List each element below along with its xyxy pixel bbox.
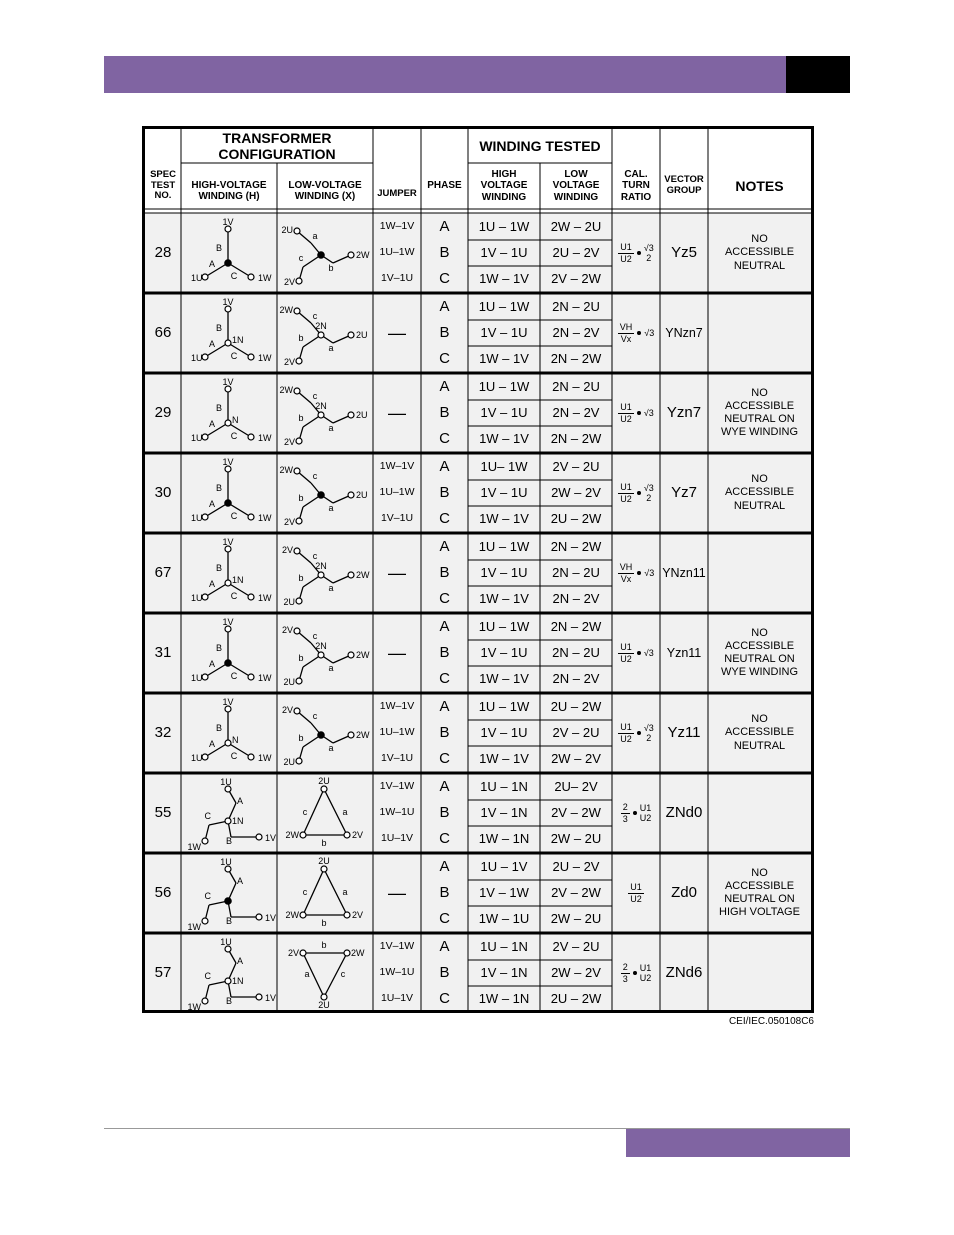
- phase-label: A: [439, 618, 450, 636]
- svg-text:a: a: [342, 887, 348, 897]
- jumper-value: 1W–1V: [379, 459, 415, 472]
- svg-text:2W: 2W: [279, 465, 293, 475]
- hv-winding-tested: 1W – 1N: [478, 830, 530, 846]
- svg-text:A: A: [237, 876, 244, 886]
- svg-text:a: a: [304, 969, 310, 979]
- lv-winding-tested: 2N – 2V: [552, 590, 600, 606]
- jumper-value: 1U–1V: [380, 831, 414, 844]
- svg-text:N: N: [232, 735, 239, 745]
- svg-text:A: A: [208, 739, 216, 749]
- jumper-value: 1V–1W: [379, 939, 415, 952]
- hv-winding-tested: 1W – 1V: [479, 670, 529, 686]
- vector-group: Yz11: [667, 724, 701, 742]
- svg-text:b: b: [298, 653, 304, 663]
- phase-label: C: [439, 590, 450, 608]
- hv-winding-tested: 1V – 1U: [480, 404, 528, 420]
- hv-winding-tested: 1V – 1N: [480, 804, 528, 820]
- svg-text:C: C: [230, 591, 238, 601]
- svg-text:2U: 2U: [356, 410, 368, 420]
- svg-text:2V: 2V: [283, 517, 295, 527]
- svg-text:a: a: [312, 231, 318, 241]
- svg-text:B: B: [215, 483, 223, 493]
- svg-text:c: c: [312, 711, 318, 721]
- vector-group: YNzn7: [665, 325, 703, 340]
- svg-text:2N: 2N: [315, 401, 327, 411]
- svg-text:2W: 2W: [285, 830, 299, 840]
- header-spec-test-no: SPEC TEST NO.: [150, 168, 176, 202]
- header-high-voltage-winding: HIGH VOLTAGE WINDING: [480, 168, 528, 203]
- svg-text:1V: 1V: [265, 913, 277, 923]
- cal-turn-ratio: VH Vx √3: [619, 562, 655, 584]
- svg-text:1W: 1W: [187, 842, 201, 852]
- lv-winding-tested: 2N – 2W: [550, 430, 602, 446]
- svg-text:2V: 2V: [283, 357, 295, 367]
- svg-text:c: c: [312, 631, 318, 641]
- spec-test-no: 29: [154, 404, 172, 422]
- hv-winding-tested: 1U – 1W: [478, 298, 530, 314]
- hv-winding-tested: 1W – 1V: [479, 750, 529, 766]
- hv-winding-tested: 1W – 1V: [479, 590, 529, 606]
- svg-text:1V: 1V: [222, 617, 234, 627]
- svg-text:a: a: [328, 503, 334, 513]
- svg-text:1U: 1U: [220, 937, 232, 947]
- header-vector-group: VECTOR GROUP: [664, 174, 704, 196]
- svg-text:A: A: [208, 579, 216, 589]
- svg-text:c: c: [302, 807, 308, 817]
- vector-group: Yzn11: [666, 645, 702, 660]
- header-cal-turn-ratio: CAL. TURN RATIO: [620, 168, 652, 203]
- svg-text:2U: 2U: [356, 490, 368, 500]
- svg-text:2U: 2U: [281, 225, 293, 235]
- svg-text:2U: 2U: [283, 677, 295, 687]
- svg-text:C: C: [204, 811, 211, 821]
- transformer-vector-table: [142, 126, 814, 1013]
- phase-label: A: [439, 538, 450, 556]
- svg-text:C: C: [230, 271, 238, 281]
- svg-text:c: c: [312, 471, 318, 481]
- hv-winding-tested: 1V – 1U: [480, 724, 528, 740]
- lv-winding-tested: 2N – 2V: [552, 404, 600, 420]
- notes: [708, 293, 811, 373]
- lv-winding-tested: 2U – 2V: [552, 858, 600, 874]
- svg-text:2W: 2W: [356, 570, 370, 580]
- jumper-value: 1U–1W: [379, 245, 415, 258]
- svg-text:b: b: [321, 918, 327, 928]
- phase-label: C: [439, 430, 450, 448]
- hv-winding-tested: 1V – 1W: [479, 884, 529, 900]
- svg-text:1N: 1N: [232, 976, 244, 986]
- header-winding-tested: WINDING TESTED: [479, 137, 601, 154]
- svg-text:2V: 2V: [352, 830, 364, 840]
- vector-group: Zd0: [671, 884, 697, 902]
- svg-text:1W: 1W: [258, 353, 272, 363]
- svg-text:b: b: [298, 733, 304, 743]
- hv-winding-tested: 1W – 1V: [479, 430, 529, 446]
- svg-text:2N: 2N: [315, 561, 327, 571]
- notes: [708, 533, 811, 613]
- svg-text:C: C: [230, 351, 238, 361]
- phase-label: C: [439, 750, 450, 768]
- lv-winding-tested: 2U– 2V: [554, 778, 598, 794]
- svg-text:2W: 2W: [279, 385, 293, 395]
- jumper-value: —: [388, 642, 406, 663]
- jumper-value: 1W–1V: [379, 219, 415, 232]
- phase-label: C: [439, 910, 450, 928]
- hv-winding-tested: 1V – 1U: [480, 244, 528, 260]
- lv-winding-tested: 2W – 2U: [550, 218, 602, 234]
- svg-text:1U: 1U: [191, 753, 203, 763]
- svg-text:b: b: [298, 333, 304, 343]
- svg-text:2W: 2W: [356, 250, 370, 260]
- svg-text:A: A: [208, 259, 216, 269]
- vector-group: YNzn11: [662, 565, 706, 580]
- svg-text:2V: 2V: [281, 625, 293, 635]
- svg-text:b: b: [328, 263, 334, 273]
- phase-label: B: [439, 804, 450, 822]
- svg-text:B: B: [215, 323, 223, 333]
- svg-text:1V: 1V: [222, 457, 234, 467]
- cal-turn-ratio: VH Vx √3: [619, 322, 655, 344]
- svg-text:1W: 1W: [258, 433, 272, 443]
- notes: NO ACCESSIBLE NEUTRAL ON WYE WINDING: [721, 626, 798, 679]
- svg-text:1W: 1W: [258, 513, 272, 523]
- svg-text:1N: 1N: [232, 816, 244, 826]
- svg-text:c: c: [312, 391, 318, 401]
- svg-text:1U: 1U: [191, 273, 203, 283]
- lv-winding-tested: 2V – 2W: [551, 884, 601, 900]
- hv-winding-tested: 1W – 1U: [478, 910, 530, 926]
- svg-text:B: B: [225, 836, 233, 846]
- hv-winding-tested: 1V – 1U: [480, 564, 528, 580]
- svg-text:1W: 1W: [258, 593, 272, 603]
- figure-caption: CEI/IEC.050108C6: [728, 1016, 814, 1027]
- svg-text:a: a: [328, 423, 334, 433]
- lv-winding-tested: 2V – 2W: [551, 804, 601, 820]
- svg-text:1V: 1V: [222, 537, 234, 547]
- svg-text:C: C: [230, 431, 238, 441]
- svg-text:C: C: [230, 511, 238, 521]
- svg-text:2V: 2V: [281, 705, 293, 715]
- jumper-value: —: [388, 402, 406, 423]
- notes: [708, 773, 811, 853]
- svg-text:a: a: [328, 583, 334, 593]
- svg-text:B: B: [225, 916, 233, 926]
- lv-winding-tested: 2W – 2V: [551, 484, 601, 500]
- phase-label: B: [439, 644, 450, 662]
- svg-text:C: C: [204, 971, 211, 981]
- phase-label: B: [439, 484, 450, 502]
- svg-text:2U: 2U: [318, 776, 330, 786]
- cal-turn-ratio: U1 U2 √3 2: [620, 722, 654, 744]
- phase-label: B: [439, 964, 450, 982]
- hv-winding-tested: 1W – 1V: [479, 350, 529, 366]
- lv-winding-tested: 2N – 2V: [552, 324, 600, 340]
- lv-winding-tested: 2W – 2U: [550, 830, 602, 846]
- spec-test-no: 56: [154, 884, 172, 902]
- notes: [708, 933, 811, 1013]
- svg-text:2V: 2V: [287, 948, 299, 958]
- lv-winding-tested: 2U – 2W: [550, 510, 602, 526]
- hv-winding-tested: 1U – 1N: [480, 938, 528, 954]
- spec-test-no: 30: [154, 484, 172, 502]
- svg-text:2W: 2W: [356, 730, 370, 740]
- phase-label: C: [439, 830, 450, 848]
- cal-turn-ratio: U1 U2 √3 2: [620, 482, 654, 504]
- svg-text:2U: 2U: [318, 856, 330, 866]
- svg-text:C: C: [230, 751, 238, 761]
- cal-turn-ratio: U1 U2: [630, 882, 642, 904]
- footer-bar: [626, 1129, 850, 1157]
- svg-text:b: b: [298, 573, 304, 583]
- svg-text:1U: 1U: [191, 433, 203, 443]
- jumper-value: 1U–1V: [380, 991, 414, 1004]
- jumper-value: 1W–1V: [379, 699, 415, 712]
- lv-winding-tested: 2N – 2U: [552, 644, 600, 660]
- lv-winding-tested: 2V – 2U: [552, 458, 600, 474]
- notes: NO ACCESSIBLE NEUTRAL: [724, 233, 795, 272]
- hv-winding-tested: 1U – 1V: [480, 858, 528, 874]
- svg-text:1W: 1W: [258, 673, 272, 683]
- spec-test-no: 28: [154, 244, 172, 262]
- svg-text:C: C: [230, 671, 238, 681]
- svg-text:B: B: [225, 996, 233, 1006]
- hv-winding-tested: 1U – 1W: [478, 538, 530, 554]
- svg-text:1N: 1N: [232, 575, 244, 585]
- hv-winding-tested: 1U – 1N: [480, 778, 528, 794]
- svg-text:B: B: [215, 643, 223, 653]
- cal-turn-ratio: U1 U2 √3 2: [620, 242, 654, 264]
- hv-winding-tested: 1V – 1N: [480, 964, 528, 980]
- header-bar: [104, 56, 786, 93]
- phase-label: C: [439, 510, 450, 528]
- svg-text:c: c: [312, 551, 318, 561]
- phase-label: B: [439, 244, 450, 262]
- jumper-value: 1W–1U: [379, 965, 415, 978]
- svg-text:a: a: [328, 663, 334, 673]
- svg-text:2W: 2W: [285, 910, 299, 920]
- header-transformer-configuration: TRANSFORMER CONFIGURATION: [218, 129, 336, 162]
- svg-text:N: N: [232, 415, 239, 425]
- svg-text:2V: 2V: [283, 277, 295, 287]
- hv-winding-tested: 1V – 1U: [480, 644, 528, 660]
- phase-label: B: [439, 564, 450, 582]
- lv-winding-tested: 2W – 2V: [551, 964, 601, 980]
- hv-winding-tested: 1U – 1W: [478, 618, 530, 634]
- spec-test-no: 67: [154, 564, 172, 582]
- svg-text:1W: 1W: [258, 753, 272, 763]
- svg-text:2W: 2W: [351, 948, 365, 958]
- hv-winding-tested: 1V – 1U: [480, 324, 528, 340]
- svg-text:c: c: [312, 311, 318, 321]
- header-low-voltage-winding: LOW VOLTAGE WINDING: [552, 168, 600, 203]
- phase-label: B: [439, 724, 450, 742]
- svg-text:B: B: [215, 403, 223, 413]
- lv-winding-tested: 2N – 2U: [552, 298, 600, 314]
- svg-text:1U: 1U: [191, 593, 203, 603]
- cal-turn-ratio: 2 3 U1 U2: [622, 962, 652, 984]
- svg-text:2U: 2U: [318, 1000, 330, 1010]
- svg-text:1V: 1V: [222, 217, 234, 227]
- svg-text:1V: 1V: [222, 697, 234, 707]
- svg-text:2N: 2N: [315, 321, 327, 331]
- hv-winding-tested: 1U– 1W: [480, 458, 528, 474]
- hv-winding-tested: 1U – 1W: [478, 698, 530, 714]
- hv-winding-tested: 1V – 1U: [480, 484, 528, 500]
- header-phase: PHASE: [427, 180, 462, 192]
- jumper-value: 1W–1U: [379, 805, 415, 818]
- svg-text:A: A: [237, 956, 244, 966]
- vector-group: ZNd6: [665, 964, 703, 982]
- vector-group: ZNd0: [665, 804, 703, 822]
- vector-group: Yz5: [671, 244, 697, 262]
- svg-text:c: c: [298, 253, 304, 263]
- phase-label: C: [439, 670, 450, 688]
- svg-text:1U: 1U: [191, 673, 203, 683]
- notes: NO ACCESSIBLE NEUTRAL: [724, 713, 795, 752]
- svg-text:A: A: [208, 339, 216, 349]
- lv-winding-tested: 2W – 2V: [551, 750, 601, 766]
- svg-text:b: b: [321, 838, 327, 848]
- header-page-block: [786, 56, 850, 93]
- jumper-value: —: [388, 882, 406, 903]
- spec-test-no: 66: [154, 324, 172, 342]
- lv-winding-tested: 2U – 2W: [550, 698, 602, 714]
- phase-label: B: [439, 404, 450, 422]
- phase-label: A: [439, 698, 450, 716]
- svg-text:a: a: [328, 743, 334, 753]
- spec-test-no: 55: [154, 804, 172, 822]
- phase-label: B: [439, 884, 450, 902]
- svg-text:a: a: [342, 807, 348, 817]
- svg-text:B: B: [215, 243, 223, 253]
- cal-turn-ratio: 2 3 U1 U2: [622, 802, 652, 824]
- svg-text:b: b: [298, 493, 304, 503]
- svg-text:c: c: [302, 887, 308, 897]
- spec-test-no: 31: [154, 644, 172, 662]
- lv-winding-tested: 2N – 2W: [550, 618, 602, 634]
- svg-text:A: A: [208, 419, 216, 429]
- svg-text:b: b: [321, 940, 327, 950]
- svg-text:2U: 2U: [356, 330, 368, 340]
- jumper-value: —: [388, 322, 406, 343]
- lv-winding-tested: 2N – 2U: [552, 564, 600, 580]
- cal-turn-ratio: U1 U2 √3: [620, 642, 654, 664]
- phase-label: C: [439, 270, 450, 288]
- svg-text:2W: 2W: [356, 650, 370, 660]
- phase-label: A: [439, 298, 450, 316]
- jumper-value: 1U–1W: [379, 485, 415, 498]
- phase-label: A: [439, 778, 450, 796]
- svg-text:1N: 1N: [232, 335, 244, 345]
- svg-text:1V: 1V: [222, 297, 234, 307]
- vector-group: Yz7: [671, 484, 697, 502]
- svg-text:A: A: [208, 499, 216, 509]
- hv-winding-tested: 1W – 1V: [479, 270, 529, 286]
- notes: NO ACCESSIBLE NEUTRAL: [724, 473, 795, 512]
- hv-winding-tested: 1U – 1W: [478, 378, 530, 394]
- phase-label: A: [439, 378, 450, 396]
- svg-text:1U: 1U: [191, 513, 203, 523]
- phase-label: A: [439, 938, 450, 956]
- svg-text:1U: 1U: [191, 353, 203, 363]
- svg-text:2U: 2U: [283, 757, 295, 767]
- svg-text:B: B: [215, 563, 223, 573]
- svg-text:C: C: [204, 891, 211, 901]
- lv-winding-tested: 2N – 2W: [550, 350, 602, 366]
- header-notes: NOTES: [735, 177, 784, 194]
- jumper-value: 1V–1U: [380, 751, 414, 764]
- svg-text:2N: 2N: [315, 641, 327, 651]
- hv-winding-tested: 1W – 1V: [479, 510, 529, 526]
- svg-text:2U: 2U: [283, 597, 295, 607]
- lv-winding-tested: 2V – 2U: [552, 938, 600, 954]
- lv-winding-tested: 2V – 2U: [552, 724, 600, 740]
- spec-test-no: 57: [154, 964, 172, 982]
- svg-text:1U: 1U: [220, 857, 232, 867]
- lv-winding-tested: 2W – 2U: [550, 910, 602, 926]
- vector-group: Yzn7: [666, 404, 702, 422]
- svg-text:a: a: [328, 343, 334, 353]
- header-hv-winding: HIGH-VOLTAGE WINDING (H): [191, 179, 267, 202]
- svg-text:B: B: [215, 723, 223, 733]
- svg-text:2V: 2V: [352, 910, 364, 920]
- jumper-value: 1U–1W: [379, 725, 415, 738]
- svg-text:A: A: [208, 659, 216, 669]
- lv-winding-tested: 2U – 2W: [550, 990, 602, 1006]
- lv-winding-tested: 2N – 2V: [552, 670, 600, 686]
- cal-turn-ratio: U1 U2 √3: [620, 402, 654, 424]
- lv-winding-tested: 2N – 2U: [552, 378, 600, 394]
- jumper-value: 1V–1U: [380, 271, 414, 284]
- jumper-value: —: [388, 562, 406, 583]
- svg-text:1V: 1V: [265, 993, 277, 1003]
- hv-winding-tested: 1W – 1N: [478, 990, 530, 1006]
- notes: NO ACCESSIBLE NEUTRAL ON HIGH VOLTAGE: [719, 866, 800, 919]
- header-jumper: JUMPER: [377, 187, 417, 199]
- svg-text:1W: 1W: [258, 273, 272, 283]
- jumper-value: 1V–1W: [379, 779, 415, 792]
- svg-text:1W: 1W: [187, 922, 201, 932]
- svg-text:2W: 2W: [279, 305, 293, 315]
- svg-text:1W: 1W: [187, 1002, 201, 1010]
- svg-text:2V: 2V: [281, 545, 293, 555]
- svg-text:b: b: [298, 413, 304, 423]
- phase-label: A: [439, 218, 450, 236]
- spec-test-no: 32: [154, 724, 172, 742]
- phase-label: A: [439, 458, 450, 476]
- svg-text:1U: 1U: [220, 777, 232, 787]
- phase-label: B: [439, 324, 450, 342]
- svg-text:1V: 1V: [222, 377, 234, 387]
- lv-winding-tested: 2N – 2W: [550, 538, 602, 554]
- phase-label: A: [439, 858, 450, 876]
- phase-label: C: [439, 350, 450, 368]
- header-lv-winding: LOW-VOLTAGE WINDING (X): [288, 179, 362, 202]
- svg-text:2V: 2V: [283, 437, 295, 447]
- svg-text:1V: 1V: [265, 833, 277, 843]
- lv-winding-tested: 2V – 2W: [551, 270, 601, 286]
- lv-winding-tested: 2U – 2V: [552, 244, 600, 260]
- jumper-value: 1V–1U: [380, 511, 414, 524]
- svg-text:A: A: [237, 796, 244, 806]
- hv-winding-tested: 1U – 1W: [478, 218, 530, 234]
- svg-text:c: c: [340, 969, 346, 979]
- phase-label: C: [439, 990, 450, 1008]
- notes: NO ACCESSIBLE NEUTRAL ON WYE WINDING: [721, 386, 798, 439]
